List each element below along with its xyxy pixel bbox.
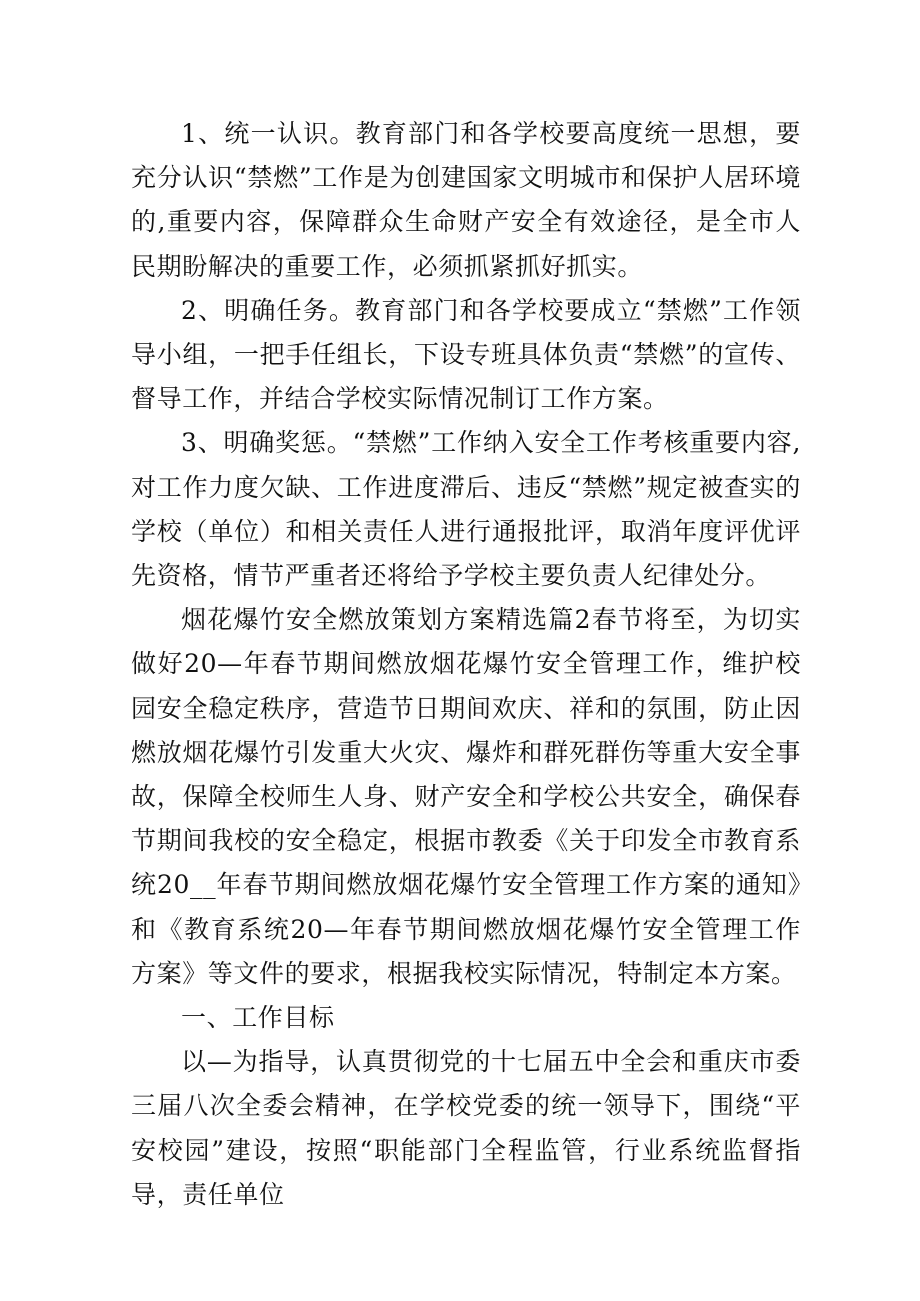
paragraph-unify-understanding: 1、统一认识。教育部门和各学校要高度统一思想，要充分认识“禁燃”工作是为创建国家文明城市和保护人居环境的,重要内容，保障群众生命财产安全有效途径，是全市人民期盼解决的重要工作，必须抓紧抓好抓实。 <box>131 119 801 281</box>
paragraph-clarify-tasks: 2、明确任务。教育部门和各学校要成立“禁燃”工作领导小组，一把手任组长，下设专班具体负责“禁燃”的宣传、督导工作，并结合学校实际情况制订工作方案。 <box>131 295 801 414</box>
section-heading-work-goals: 一、工作目标 <box>181 1003 335 1033</box>
paragraph-guidance: 以—为指导，认真贯彻党的十七届五中全会和重庆市委三届八次全委会精神，在学校党委的统一领导下，围绕“平安校园”建设，按照“职能部门全程监管，行业系统监督指导，责任单位 <box>131 1047 801 1209</box>
document-body <box>131 112 801 1217</box>
paragraph-rewards-penalties: 3、明确奖惩。“禁燃”工作纳入安全工作考核重要内容,对工作力度欠缺、工作进度滞后、违反“禁燃”规定被查实的学校（单位）和相关责任人进行通报批评，取消年度评优评先资格，情节严重者还将给予学校主要负责人纪律处分。 <box>131 428 801 591</box>
paragraph-plan-intro: 烟花爆竹安全燃放策划方案精选篇2春节将至，为切实做好20—年春节期间燃放烟花爆竹安全管理工作，维护校园安全稳定秩序，营造节日期间欢庆、祥和的氛围，防止因燃放烟花爆竹引发重大火灾、爆炸和群死群伤等重大安全事故，保障全校师生人身、财产安全和学校公共安全，确保春节期间我校的安全稳定，根据市教委《关于印发全市教育系统20__年春节期间燃放烟花爆竹安全管理工作方案的通知》和《教育系统20—年春节期间燃放烟花爆竹安全管理工作方案》等文件的要求，根据我校实际情况，特制定本方案。 <box>131 605 801 988</box>
